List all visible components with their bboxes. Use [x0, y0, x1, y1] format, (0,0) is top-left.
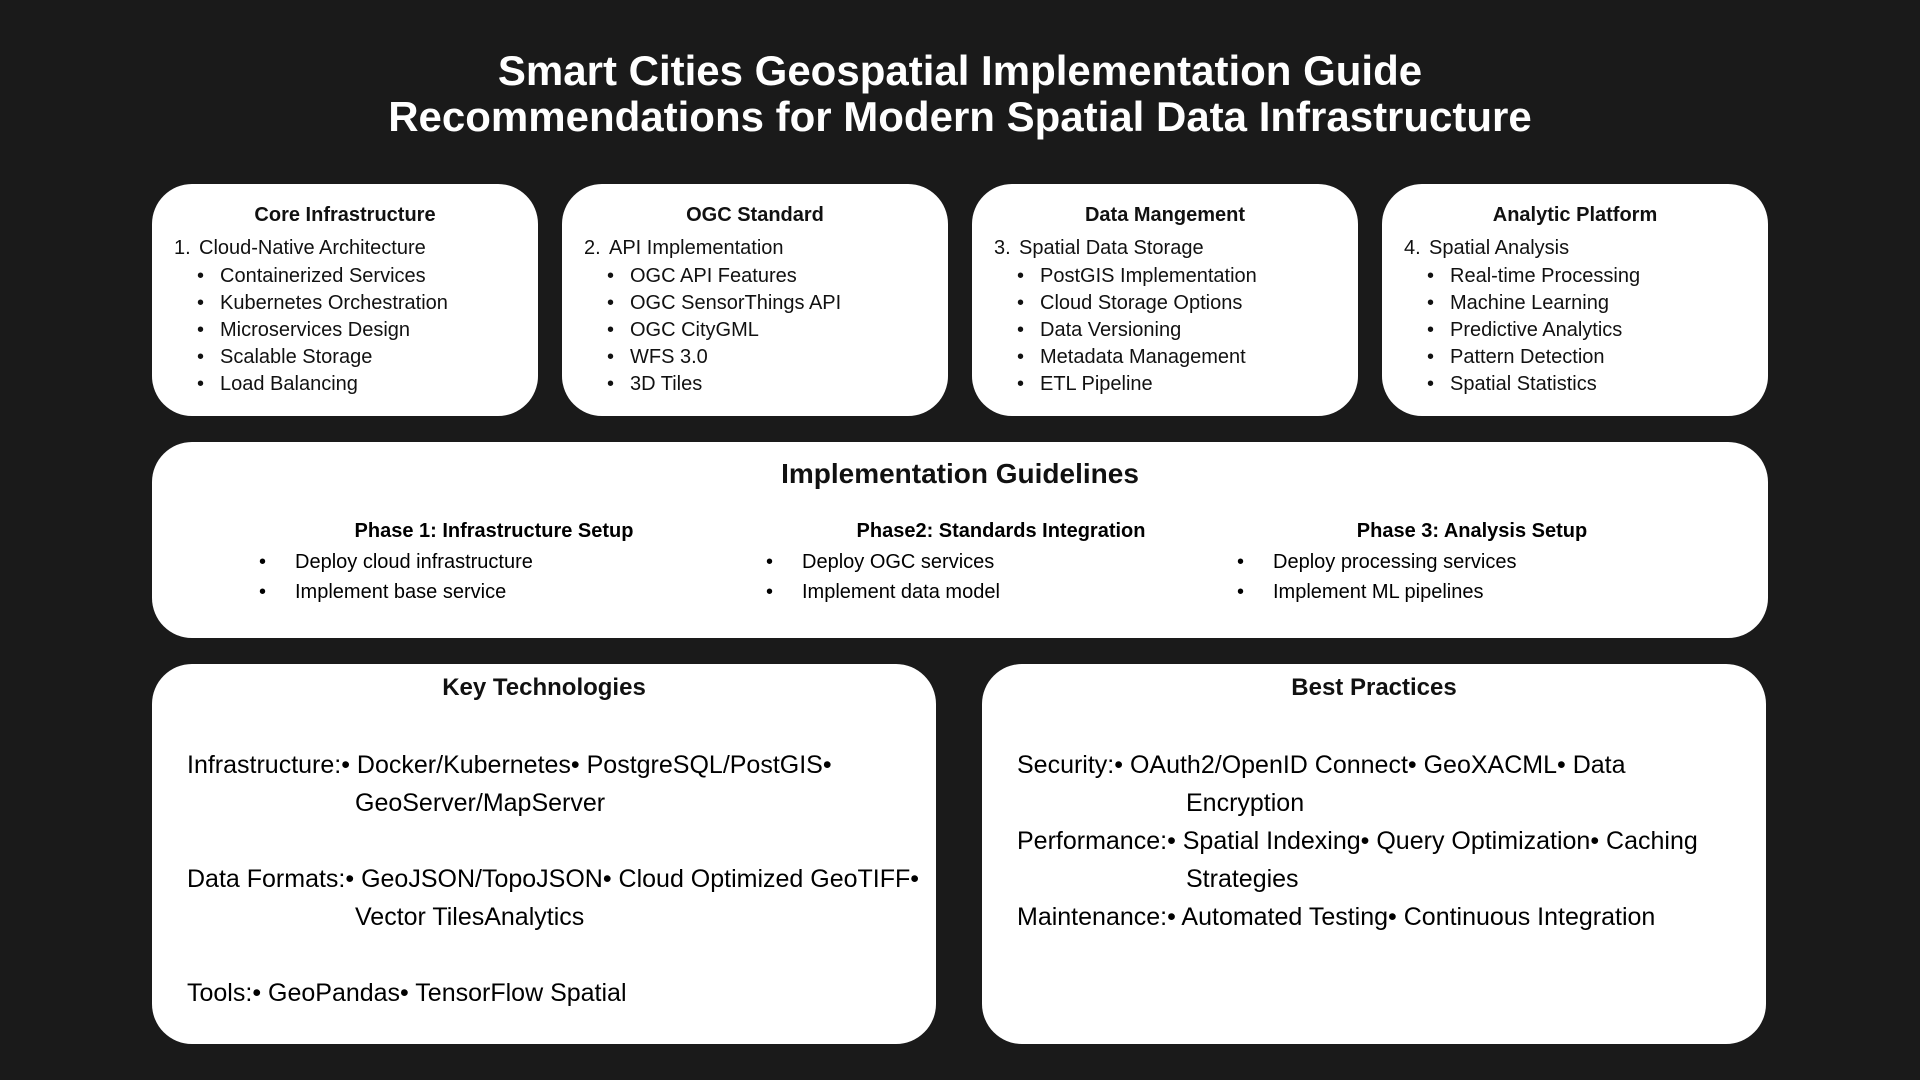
item-label: Spatial Data Storage [1019, 237, 1204, 259]
bullet-icon: • [1427, 373, 1435, 395]
list-item-text: Implement base service [295, 581, 507, 603]
list-item [607, 317, 926, 344]
bullet-icon: • [1017, 265, 1025, 287]
best-practices-heading: Best Practices [1291, 674, 1457, 701]
bullet-icon: • [1237, 551, 1245, 573]
item-label: Cloud-Native Architecture [199, 237, 426, 259]
bullet-icon: • [197, 373, 205, 395]
bullet-icon: • [766, 581, 774, 603]
bullet-icon: • [197, 319, 205, 341]
item-label: API Implementation [609, 237, 784, 259]
list-item [607, 263, 926, 290]
bullet-icon: • [607, 292, 615, 314]
bullet-list [584, 263, 926, 398]
list-item [607, 371, 926, 398]
list-item [197, 371, 516, 398]
list-item [766, 547, 1236, 577]
bullet-list [1404, 263, 1746, 398]
tech-row-infrastructure [187, 746, 832, 784]
list-item [1017, 263, 1336, 290]
list-item-text: Implement ML pipelines [1273, 581, 1484, 603]
item-number: 4. [1404, 237, 1421, 259]
bullet-icon: • [259, 551, 267, 573]
list-item [197, 263, 516, 290]
list-item [1017, 371, 1336, 398]
list-item-text: Cloud Storage Options [1040, 292, 1243, 314]
phase-3 [1237, 520, 1707, 607]
list-item [259, 547, 729, 577]
card-analytic-platform [1382, 184, 1768, 416]
list-item-text: Implement data model [802, 581, 1000, 603]
card-heading: Data Mangement [1084, 204, 1246, 226]
bullet-icon: • [1017, 373, 1025, 395]
bullet-icon: • [607, 373, 615, 395]
list-item-text: Pattern Detection [1450, 346, 1605, 368]
list-item [1237, 547, 1707, 577]
phase-1 [259, 520, 729, 607]
item-number: 3. [994, 237, 1011, 259]
bullet-icon: • [1017, 319, 1025, 341]
bullet-icon: • [766, 551, 774, 573]
list-item-text: Deploy processing services [1273, 551, 1517, 573]
list-item-text: Predictive Analytics [1450, 319, 1623, 341]
bullet-list [174, 263, 516, 398]
phase-list [766, 547, 1236, 607]
row-values-cont: Strategies [1186, 865, 1299, 893]
practice-row-performance [1017, 822, 1698, 860]
list-item [607, 290, 926, 317]
list-item-text: Metadata Management [1040, 346, 1246, 368]
list-item [1017, 344, 1336, 371]
bullet-icon: • [1427, 292, 1435, 314]
list-item [1427, 317, 1746, 344]
list-item-text: Data Versioning [1040, 319, 1182, 341]
bullet-icon: • [607, 265, 615, 287]
row-values-cont: Encryption [1186, 789, 1305, 817]
page-title [0, 48, 1920, 140]
bullet-icon: • [1427, 265, 1435, 287]
list-item-text: ETL Pipeline [1040, 373, 1153, 395]
list-item [197, 317, 516, 344]
guidelines-heading: Implementation Guidelines [781, 458, 1139, 489]
card-heading: OGC Standard [686, 204, 824, 226]
row-values: • GeoPandas• TensorFlow Spatial [252, 979, 627, 1007]
list-item-text: Spatial Statistics [1450, 373, 1597, 395]
tech-row-infrastructure-cont [355, 784, 605, 822]
bullet-icon: • [1017, 346, 1025, 368]
list-item [197, 344, 516, 371]
bullet-icon: • [1017, 292, 1025, 314]
list-item-text: Kubernetes Orchestration [220, 292, 448, 314]
title-line-2: Recommendations for Modern Spatial Data Infrastructure [388, 93, 1532, 140]
bullet-icon: • [197, 265, 205, 287]
phase-list [259, 547, 729, 607]
list-item [1017, 317, 1336, 344]
row-label: Performance: [1017, 827, 1168, 855]
row-label: Maintenance: [1017, 903, 1168, 931]
list-item [1427, 263, 1746, 290]
list-item [1017, 290, 1336, 317]
list-item-text: OGC CityGML [630, 319, 759, 341]
phase-2 [766, 520, 1236, 607]
key-technologies-heading: Key Technologies [442, 674, 646, 701]
numbered-item [584, 233, 926, 263]
tech-row-tools [187, 974, 627, 1012]
row-label: Tools: [187, 979, 253, 1007]
list-item [1427, 371, 1746, 398]
list-item-text: Containerized Services [220, 265, 426, 287]
phase-list [1237, 547, 1707, 607]
card-ogc-standard [562, 184, 948, 416]
list-item-text: Real-time Processing [1450, 265, 1641, 287]
list-item-text: Machine Learning [1450, 292, 1609, 314]
phase-title: Phase 3: Analysis Setup [1356, 520, 1588, 542]
list-item [259, 577, 729, 607]
bullet-icon: • [1237, 581, 1245, 603]
list-item-text: OGC SensorThings API [630, 292, 842, 314]
bullet-icon: • [197, 292, 205, 314]
list-item-text: WFS 3.0 [630, 346, 708, 368]
item-number: 1. [174, 237, 191, 259]
phase-title: Phase2: Standards Integration [856, 520, 1146, 542]
bullet-list [994, 263, 1336, 398]
tech-row-data-formats-cont [355, 898, 584, 936]
card-heading: Core Infrastructure [254, 204, 436, 226]
practice-row-performance-cont [1186, 860, 1299, 898]
list-item [1427, 344, 1746, 371]
phase-title: Phase 1: Infrastructure Setup [354, 520, 634, 542]
numbered-item [994, 233, 1336, 263]
row-values-cont: Vector TilesAnalytics [355, 903, 585, 931]
row-label: Infrastructure: [187, 751, 342, 779]
list-item-text: Deploy cloud infrastructure [295, 551, 533, 573]
list-item-text: Load Balancing [220, 373, 358, 395]
list-item [1237, 577, 1707, 607]
numbered-item [1404, 233, 1746, 263]
row-values: • GeoJSON/TopoJSON• Cloud Optimized GeoTIFF• [345, 865, 920, 893]
row-values-cont: GeoServer/MapServer [355, 789, 606, 817]
practice-row-security-cont [1186, 784, 1304, 822]
item-number: 2. [584, 237, 601, 259]
item-label: Spatial Analysis [1429, 237, 1570, 259]
list-item [197, 290, 516, 317]
list-item [607, 344, 926, 371]
list-item-text: 3D Tiles [630, 373, 703, 395]
row-values: • OAuth2/OpenID Connect• GeoXACML• Data [1114, 751, 1626, 779]
bullet-icon: • [259, 581, 267, 603]
list-item-text: PostGIS Implementation [1040, 265, 1257, 287]
row-label: Security: [1017, 751, 1115, 779]
numbered-item [174, 233, 516, 263]
list-item [1427, 290, 1746, 317]
row-label: Data Formats: [187, 865, 346, 893]
card-data-management [972, 184, 1358, 416]
bullet-icon: • [607, 319, 615, 341]
list-item-text: Deploy OGC services [802, 551, 995, 573]
list-item-text: Scalable Storage [220, 346, 373, 368]
row-values: • Spatial Indexing• Query Optimization• Caching [1167, 827, 1698, 855]
row-values: • Docker/Kubernetes• PostgreSQL/PostGIS• [341, 751, 832, 779]
bullet-icon: • [1427, 346, 1435, 368]
list-item [766, 577, 1236, 607]
list-item-text: Microservices Design [220, 319, 411, 341]
practice-row-maintenance [1017, 898, 1655, 936]
card-heading: Analytic Platform [1492, 204, 1658, 226]
bullet-icon: • [1427, 319, 1435, 341]
tech-row-data-formats [187, 860, 919, 898]
card-core-infrastructure [152, 184, 538, 416]
list-item-text: OGC API Features [630, 265, 797, 287]
practice-row-security [1017, 746, 1626, 784]
bullet-icon: • [607, 346, 615, 368]
row-values: • Automated Testing• Continuous Integration [1167, 903, 1656, 931]
title-line-1: Smart Cities Geospatial Implementation Guide [497, 47, 1423, 94]
bullet-icon: • [197, 346, 205, 368]
